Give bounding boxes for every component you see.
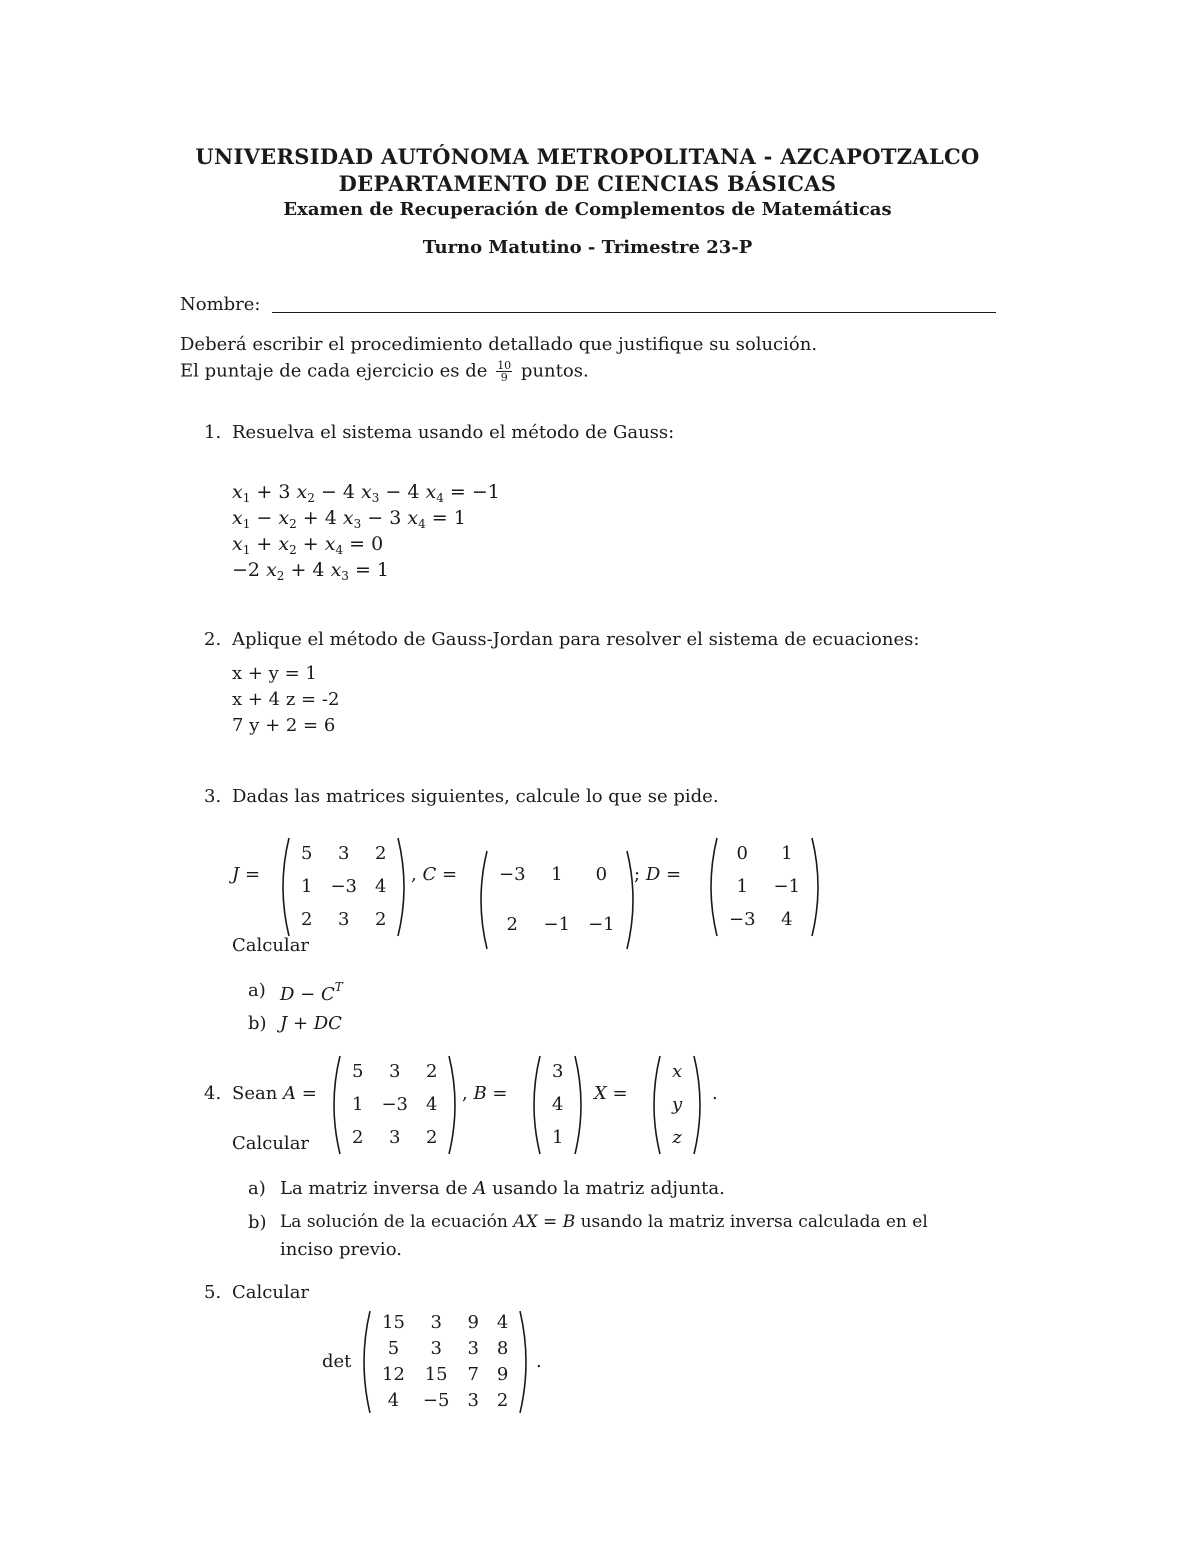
matrix-b-cell: 3 <box>552 1060 564 1082</box>
matrix-m-cell: 15 <box>424 1364 448 1385</box>
department-title: DEPARTAMENTO DE CIENCIAS BÁSICAS <box>338 171 837 196</box>
matrix-b <box>527 1055 588 1155</box>
matrix-a-row <box>343 1122 446 1155</box>
matrix-a-entries <box>343 1055 446 1155</box>
instructions-line-1: Deberá escribir el procedimiento detallado que justifique su solución. <box>180 334 818 355</box>
det-label: det <box>322 1351 352 1372</box>
matrix-m-cell: 2 <box>496 1390 509 1411</box>
university-title: UNIVERSIDAD AUTÓNOMA METROPOLITANA - AZCAPOTZALCO <box>195 144 980 169</box>
problem-2-number: 2. <box>204 629 222 650</box>
matrix-m-left-paren <box>357 1310 373 1414</box>
matrix-j <box>276 837 411 937</box>
matrix-m-cell: 7 <box>467 1364 479 1385</box>
problem-4-number: 4. <box>204 1083 222 1104</box>
matrix-m-cell: −5 <box>422 1390 450 1411</box>
matrix-c-cell: 2 <box>506 914 518 935</box>
matrix-b-row <box>543 1122 572 1155</box>
p4-period: . <box>712 1083 718 1104</box>
p3-item-a-label: a) <box>248 980 266 1001</box>
matrix-m-cell: 4 <box>387 1390 400 1411</box>
matrix-d-cell: −1 <box>773 875 801 897</box>
p4-item-b-label: b) <box>248 1212 267 1233</box>
matrix-a-row <box>343 1055 446 1088</box>
matrix-x-cell: z <box>672 1127 682 1149</box>
matrix-x-entries <box>663 1055 691 1155</box>
matrix-d-cell: 1 <box>781 842 793 864</box>
matrix-m-cell: 3 <box>430 1338 442 1359</box>
problem-1-number: 1. <box>204 422 222 443</box>
p5-period: . <box>536 1351 542 1372</box>
matrix-j-cell: 4 <box>375 875 387 897</box>
matrix-m-cell: 9 <box>467 1312 479 1333</box>
matrix-j-cell: 2 <box>301 909 313 931</box>
score-denominator: 9 <box>500 371 508 384</box>
problem-3-text: Dadas las matrices siguientes, calcule lo que se pide. <box>232 786 719 807</box>
matrix-b-label: , B = <box>462 1083 508 1104</box>
matrix-x-row <box>663 1055 691 1088</box>
matrix-m-cell: 8 <box>496 1338 509 1359</box>
matrix-j-cell: 5 <box>301 842 313 864</box>
matrix-x-cell: x <box>672 1060 683 1082</box>
matrix-b-right-paren <box>572 1055 588 1155</box>
matrix-a-right-paren <box>446 1055 462 1155</box>
matrix-j-row <box>292 837 395 870</box>
matrix-m-row <box>373 1388 517 1414</box>
matrix-d-right-paren <box>809 837 825 937</box>
score-fraction <box>496 360 512 383</box>
matrix-a-cell: 1 <box>352 1093 364 1115</box>
matrix-d <box>704 837 825 937</box>
matrix-b-entries <box>543 1055 572 1155</box>
matrix-j-left-paren <box>276 837 292 937</box>
p1-equation-3: $x_1 + x_2 + x_4 = 0$ <box>232 533 384 557</box>
p4-item-a-text: La matriz inversa de A usando la matriz adjunta. <box>280 1178 725 1199</box>
matrix-d-cell: 1 <box>736 875 748 897</box>
p1-equation-2: $x_1 - x_2 + 4$ $x_3 - 3$ $x_4 = 1$ <box>232 507 466 531</box>
matrix-m-cell: 15 <box>382 1312 405 1333</box>
matrix-d-row <box>720 904 809 937</box>
p4-item-b-text-cont: inciso previo. <box>280 1239 402 1260</box>
matrix-m <box>357 1310 533 1414</box>
matrix-j-row <box>292 870 395 903</box>
matrix-d-left-paren <box>704 837 720 937</box>
p1-equation-1: $x_1 + 3$ $x_2 - 4$ $x_3 - 4$ $x_4 = -1$ <box>232 481 500 505</box>
matrix-x-right-paren <box>691 1055 707 1155</box>
problem-3-number: 3. <box>204 786 222 807</box>
matrix-m-row <box>373 1362 517 1388</box>
p4-sean: Sean A = <box>232 1083 317 1104</box>
matrix-c-cell: 1 <box>551 864 563 885</box>
name-blank-line <box>272 312 996 313</box>
matrix-m-cell: 3 <box>467 1338 479 1359</box>
matrix-b-row <box>543 1088 572 1121</box>
matrix-c-entries <box>490 850 624 950</box>
matrix-c <box>474 850 640 950</box>
problem-5-number: 5. <box>204 1282 222 1303</box>
matrix-c-left-paren <box>474 850 490 950</box>
problem-5-text: Calcular <box>232 1282 310 1303</box>
matrix-j-row <box>292 904 395 937</box>
problem-1-text: Resuelva el sistema usando el método de Gauss: <box>232 422 675 443</box>
matrix-m-row <box>373 1336 517 1362</box>
matrix-c-cell: −3 <box>499 864 526 885</box>
matrix-b-cell: 4 <box>552 1093 564 1115</box>
p4-item-a-label: a) <box>248 1178 266 1199</box>
matrix-m-cell: 3 <box>467 1390 479 1411</box>
instructions-prefix: El puntaje de cada ejercicio es de <box>180 360 488 382</box>
matrix-a-row <box>343 1088 446 1121</box>
p2-equation-1: x + y = 1 <box>232 663 317 684</box>
matrix-d-label: ; D = <box>634 864 682 885</box>
matrix-b-row <box>543 1055 572 1088</box>
matrix-c-row <box>490 850 624 900</box>
p3-item-b-expr: J + DC <box>280 1013 342 1034</box>
matrix-m-right-paren <box>517 1310 533 1414</box>
matrix-a-cell: 5 <box>352 1060 364 1082</box>
matrix-j-cell: 3 <box>338 909 350 931</box>
p1-equation-4: −2 $x_2 + 4$ $x_3 = 1$ <box>232 559 390 583</box>
matrix-a-cell: 4 <box>426 1093 438 1115</box>
matrix-a-left-paren <box>327 1055 343 1155</box>
matrix-d-row <box>720 837 809 870</box>
matrix-m-cell: 4 <box>496 1312 509 1333</box>
p3-calcular: Calcular <box>232 935 310 956</box>
matrix-j-right-paren <box>395 837 411 937</box>
matrix-m-cell: 5 <box>387 1338 400 1359</box>
problem-2-text: Aplique el método de Gauss-Jordan para resolver el sistema de ecuaciones: <box>232 629 920 650</box>
matrix-d-cell: −3 <box>729 909 756 931</box>
matrix-d-cell: 0 <box>736 842 748 864</box>
matrix-m-cell: 12 <box>382 1364 405 1385</box>
matrix-j-cell: 2 <box>375 842 387 864</box>
matrix-x-label: X = <box>594 1083 628 1104</box>
matrix-j-label: J = <box>232 864 261 885</box>
matrix-j-entries <box>292 837 395 937</box>
matrix-c-row <box>490 900 624 950</box>
matrix-a-cell: 2 <box>352 1127 364 1149</box>
matrix-a-cell: −3 <box>381 1093 408 1115</box>
matrix-a-cell: 2 <box>426 1127 438 1149</box>
matrix-b-left-paren <box>527 1055 543 1155</box>
p3-item-b-label: b) <box>248 1013 267 1034</box>
matrix-j-cell: 2 <box>375 909 387 931</box>
matrix-d-entries <box>720 837 809 937</box>
matrix-c-cell: −1 <box>588 914 615 935</box>
instructions-suffix: puntos. <box>520 360 589 382</box>
matrix-c-cell: 0 <box>595 864 608 885</box>
matrix-x <box>647 1055 707 1155</box>
matrix-a-cell: 2 <box>426 1060 438 1082</box>
matrix-x-row <box>663 1088 691 1121</box>
matrix-x-row <box>663 1122 691 1155</box>
instructions-line-2 <box>180 360 589 383</box>
score-numerator: 10 <box>497 359 512 372</box>
matrix-a <box>327 1055 462 1155</box>
matrix-a-cell: 3 <box>389 1060 401 1082</box>
p4-item-b-text: La solución de la ecuación AX = B usando la matriz inversa calculada en el <box>280 1212 928 1232</box>
name-label: Nombre: <box>180 294 261 315</box>
matrix-j-cell: 3 <box>338 842 350 864</box>
exam-title: Examen de Recuperación de Complementos de Matemáticas <box>283 199 892 220</box>
p2-equation-2: x + 4 z = -2 <box>232 689 340 710</box>
matrix-b-cell: 1 <box>552 1127 564 1149</box>
matrix-m-cell: 3 <box>430 1312 442 1333</box>
matrix-a-cell: 3 <box>389 1127 401 1149</box>
matrix-c-cell: −1 <box>543 914 571 935</box>
matrix-d-row <box>720 870 809 903</box>
matrix-m-cell: 9 <box>496 1364 509 1385</box>
p3-item-a-expr: $D - C^T$ <box>280 980 343 1005</box>
matrix-x-left-paren <box>647 1055 663 1155</box>
matrix-d-cell: 4 <box>781 909 793 931</box>
matrix-m-entries <box>373 1310 517 1414</box>
matrix-x-cell: y <box>672 1093 683 1115</box>
p4-calcular: Calcular <box>232 1133 310 1154</box>
matrix-m-row <box>373 1310 517 1336</box>
matrix-j-cell: −3 <box>330 875 357 897</box>
p2-equation-3: 7 y + 2 = 6 <box>232 715 336 736</box>
matrix-j-cell: 1 <box>301 875 313 897</box>
matrix-c-label: , C = <box>411 864 458 885</box>
shift-title: Turno Matutino - Trimestre 23-P <box>422 237 753 258</box>
